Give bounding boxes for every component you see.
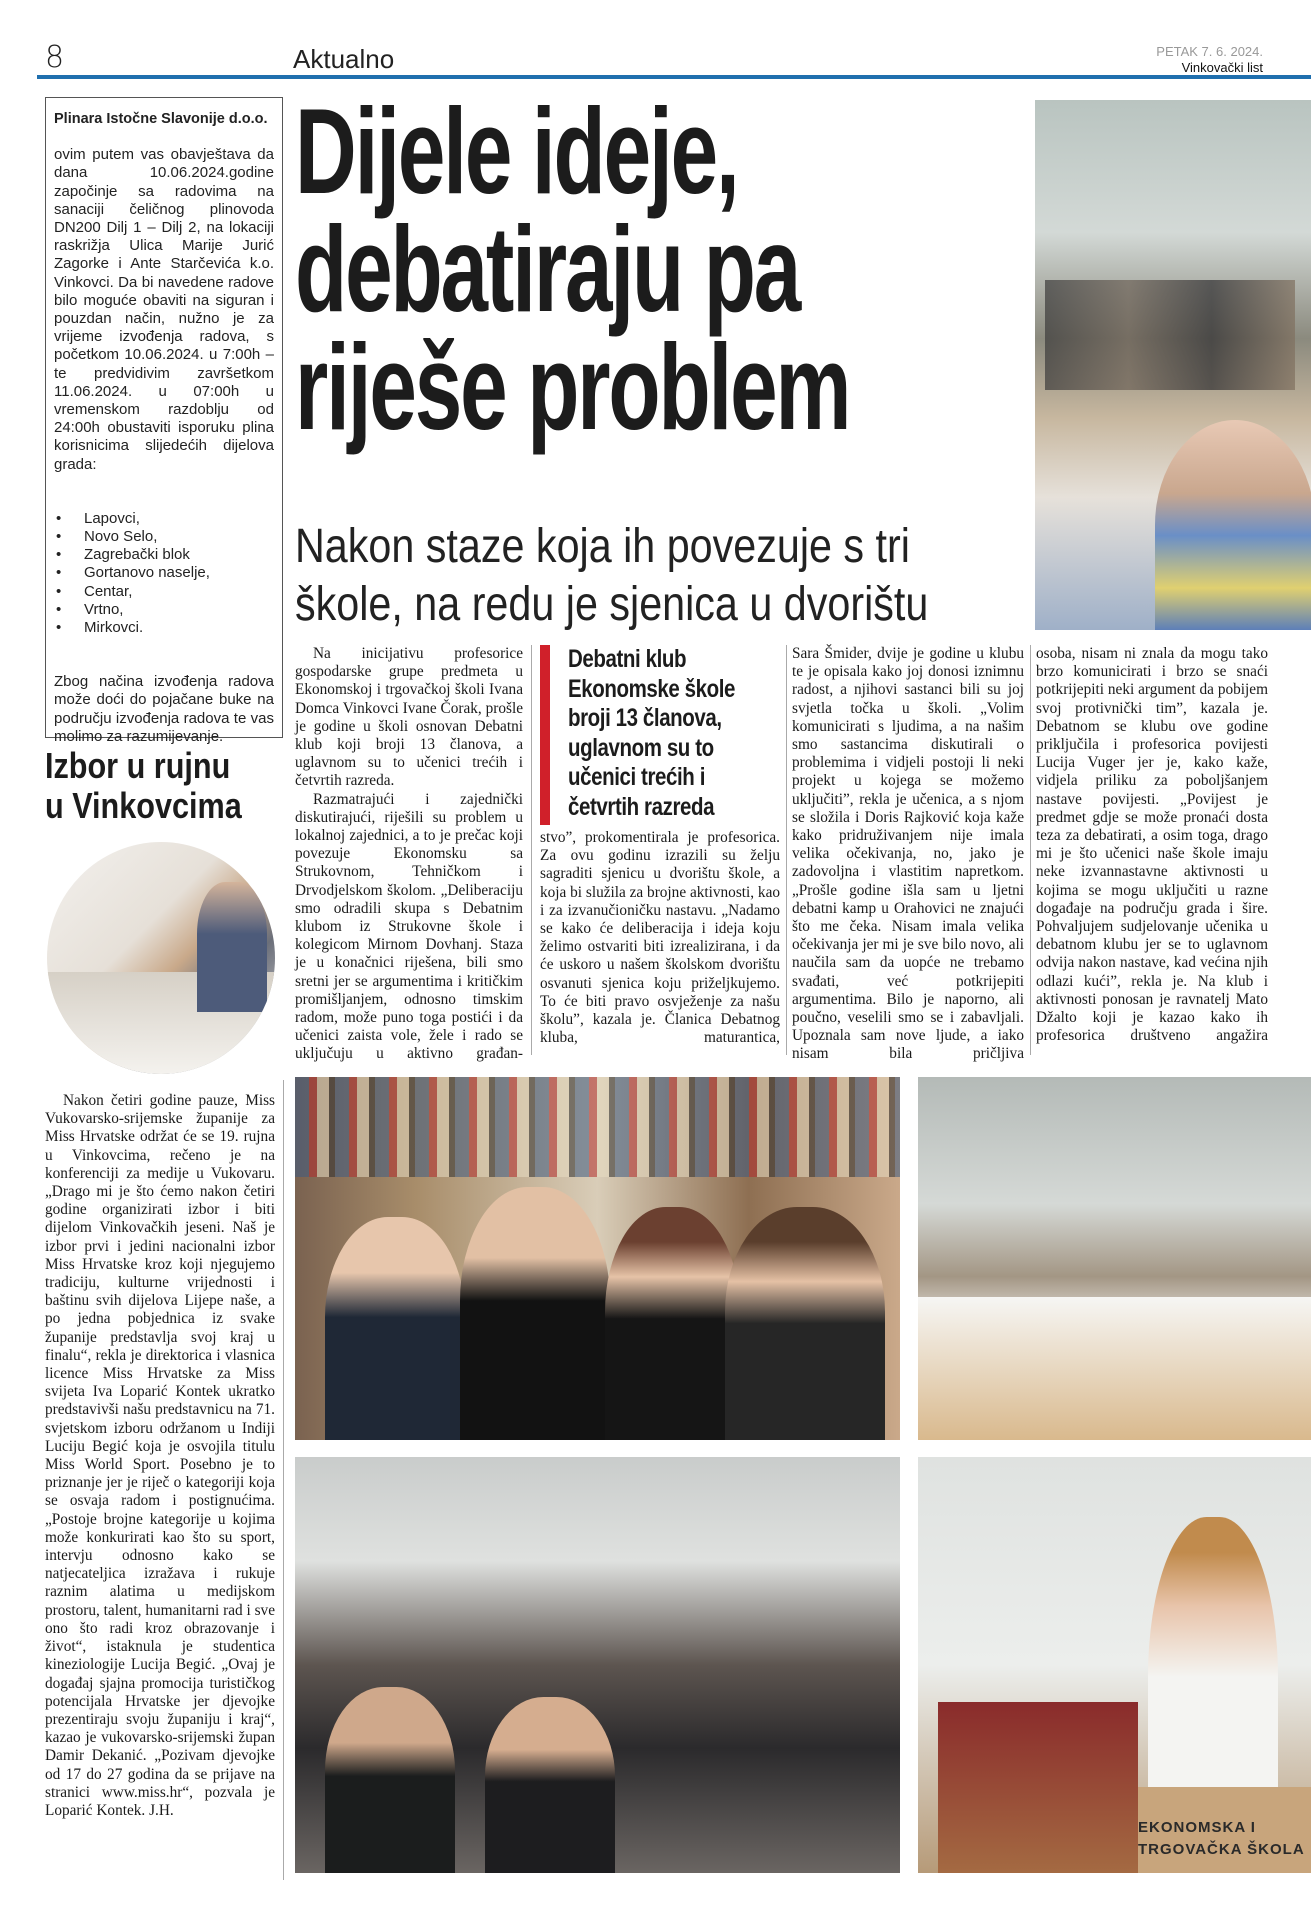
headline-line: debatiraju pa [295, 201, 800, 337]
article-column-1 [295, 645, 523, 1064]
school-sign: EKONOMSKA I TRGOVAČKA ŠKOLA [1118, 1787, 1311, 1873]
header-rule [37, 75, 1311, 79]
area-item: • Lapovci, [54, 510, 274, 528]
pull-quote-line: broji 13 članova, [568, 704, 722, 732]
area-item: • Centar, [54, 583, 274, 601]
paragraph: Nakon četiri godine pauze, Miss Vukovarsko-srijemske županije za Miss Hrvatske održat će se 19. rujna u Vinkovcima, rečeno je na konferenciji za medije u Vukovaru. „Drago mi je što ćemo nakon četiri godine organizirati izbor i biti dijelom Vinkovačkih jeseni. Naš je izbor prvi i jedini nacionalni izbor Miss Hrvatske kroz koji njegujemo tradiciju, kulturne vrijednosti i baštinu svih dijelova Lijepe naše, a po jedna pobjednica iz svake županije predstavlja svoj kraj u finalu“, rekla je direktorica i vlasnica licence Miss Hrvatske za Miss svijeta Iva Loparić Kontek ukratko predstavivši našu predstavnicu na 71. svjetskom izboru održanom u Indiji Luciju Begić koja je osvojila titulu Miss World Sport. Posebno je to priznanje jer je riječ o kategoriji koja se osvaja radom i postignućima. „Postoje brojne kategorije u kojima može konkurirati kao što su sport, intervju odnosno kako se natjecateljica izražava i rukuje raznim alatima u medijskom prostoru, talent, humanitarni rad i sve ono što radi kroz obrazovanje i život“, istaknula je studentica kineziologije Lucija Begić. „Ovaj je događaj sjajna promocija turističkog potencijala Hrvatske jer djevojke prezentiraju svoju županiju i kraj“, kazao je vukovarsko-srijemski župan Damir Dekanić. „Pozivam djevojke od 17 do 27 godina da se prijave na stranici www.miss.hr“, pozvala je Loparić Kontek. J.H. [45, 1092, 275, 1819]
area-item: • Novo Selo, [54, 528, 274, 546]
newspaper-name: Vinkovački list [1181, 60, 1263, 75]
photo-teacher-speaking [918, 1457, 1311, 1873]
photo-press-conference [47, 842, 275, 1074]
photo-debate-speaker [1035, 100, 1311, 630]
subheadline-line: škole, na redu je sjenica u dvorištu [295, 578, 929, 631]
notice-area-list [54, 510, 274, 637]
headline-line: riješe problem [295, 319, 850, 455]
miss-headline-line: u Vinkovcima [45, 785, 242, 826]
notice-box [45, 97, 283, 745]
miss-article-body [45, 1092, 275, 1820]
notice-footer: Zbog načina izvođenja radova može doći do pojačane buke na području izvođenja radova te vas molimo za razumijevanje. [54, 673, 274, 745]
miss-headline-line: Izbor u rujnu [45, 745, 231, 786]
column-divider [283, 1080, 284, 1880]
pull-quote [540, 645, 785, 830]
page-number: 8 [45, 40, 65, 75]
pull-quote-line: uglavnom su to [568, 733, 714, 762]
article-column-3 [792, 645, 1024, 1064]
photo-four-students [295, 1077, 900, 1440]
column-divider [786, 645, 787, 1055]
article-subheadline [295, 518, 1035, 634]
pull-quote-line: učenici trećih i [568, 763, 705, 791]
photo-audience [295, 1457, 900, 1873]
section-title: Aktualno [293, 44, 395, 74]
paragraph: osoba, nisam ni znala da mogu tako brzo komunicirati i brzo se snaći potkrijepiti neki argument da pobijem svoj protivnički tim”, kazala je. Debatnom se klubu ove godine priključila i profesorica povijesti Lucija Vuger jer je, kako kaže, vidjela priliku za poboljšanjem nastave povijesti. „Povijest je predmet gdje se može pronaći dosta teza za debatirati, a osim toga, drago mi je što učenici naše škole imaju neke izvannastavne aktivnosti u kojima se mogu uključiti u razne događaje na području grada i šire. Pohvaljujem sudjelovanje učenika u debatnom klubu jer se to uglavnom odvija nakon nastave, kad većina njih odlazi kući”, rekla je. Na klub i aktivnosti ponosan je ravnatelj Mato Džalto koji je kazao kako ih profesorica društveno angažira [1036, 645, 1268, 1045]
headline-line: Dijele ideje, [295, 83, 738, 219]
pull-quote-line: četvrtih razreda [568, 792, 715, 821]
photo-students-classroom [918, 1077, 1311, 1440]
notice-body: ovim putem vas obavještava da dana 10.06.2024.godine započinje sa radovima na sanaciji čeličnog plinovoda DN200 Dilj 1 – Dilj 2, na lokaciji raskrižja Ulica Marije Jurić Zagorke i Ante Starčevića k.o. Vinkovci. Da bi navedene radove bilo moguće obaviti na siguran i pouzdan način, nužno je za vrijeme izvođenja radova, s početkom 10.06.2024. u 7:00h – te predvidivim završetkom 11.06.2024. u 07:00h u vremenskom razdoblju od 24:00h obustaviti isporuku plina korisnicima slijedećih dijelova grada: [54, 146, 274, 473]
column-divider [531, 645, 532, 1055]
notice-company: Plinara Istočne Slavonije d.o.o. [54, 111, 268, 127]
pull-quote-line: Ekonomske škole [568, 674, 736, 703]
area-item: • Zagrebački blok [54, 546, 274, 564]
area-item: • Vrtno, [54, 601, 274, 619]
subheadline-line: Nakon staze koja ih povezuje s tri [295, 520, 910, 573]
column-divider [1030, 645, 1031, 1055]
area-item: • Mirkovci. [54, 619, 274, 637]
paragraph: Razmatrajući i zajednički diskutirajući, riješili su problem u lokalnoj zajednici, a to je prečac koji povezuje Ekonomsku sa Strukovnom, Tehničkom i Drvodjelskom školom. „Deliberaciju smo odradili skupa s Debatnim klubom iz Strukovne škole i kolegicom Mirnom Dovhanj. Staza je u konačnici riješena, bili smo sretni jer se argumentima i kritičkim promišljanjem, odnosno timskim radom, može puno toga postići i da učenici zaista vole, žele i rado se uključuju u aktivno građan- [295, 790, 523, 1063]
article-column-4 [1036, 645, 1268, 1045]
paragraph: Sara Šmider, dvije je godine u klubu te je opisala kako joj donosi iznimnu radost, a njihovi sastanci bili su joj svjetla točka u školi. „Volim komunicirati s ljudima, a na našim smo sastancima diskutirali o problemima i vidjeli postoji li neki projekt u kojega se možemo uključiti”, rekla je učenica, a s njom se složila i Doris Rajković koja kaže kako pridruživanjem nije imala velika očekivanja, no, jako je zadovoljna i vlastitim napretkom. „Prošle godine išla sam u ljetni debatni kamp u Orahovici ne znajući što me čeka. Nisam imala velika očekivanja jer mi je sve bilo novo, ali naučila sam da uopće ne trebamo svađati, već potkrijepiti argumentima. Bilo je naporno, ali poučno, veselili smo se i zabavljali. Upoznala sam nove ljude, a iako nisam bila pričljiva [792, 645, 1024, 1063]
article-column-2 [540, 829, 780, 1047]
pull-quote-bar [540, 645, 550, 825]
area-item: • Gortanovo naselje, [54, 564, 274, 582]
paragraph: stvo”, prokomentirala je profesorica. Za ovu godinu izrazili su želju sagraditi sjenicu u dvorištu škole, a koja bi služila za brojne aktivnosti, kao i za izvanučioničku nastavu. „Nadamo se kako će deliberacija i ideja koju želimo ostvariti biti izrealizirana, i da će uskoro u našem školskom dvorištu osvanuti sjenica koju priželjkujemo. To će biti pravo osvježenje za našu školu”, kazala je. Članica Debatnog kluba, maturantica, [540, 829, 781, 1047]
pull-quote-line: Debatni klub [568, 645, 687, 673]
article-headline [295, 83, 1035, 455]
issue-date: PETAK 7. 6. 2024. [1156, 44, 1263, 59]
miss-headline [45, 746, 285, 826]
paragraph: Na inicijativu profesorice gospodarske grupe predmeta u Ekonomskoj i trgovačkoj školi Ivana Domca Vinkovci Ivane Čorak, prošle je godine u školi osnovan Debatni klub koji broji 13 članova, a uglavnom su to učenici trećih i četvrtih razreda. [295, 645, 523, 790]
